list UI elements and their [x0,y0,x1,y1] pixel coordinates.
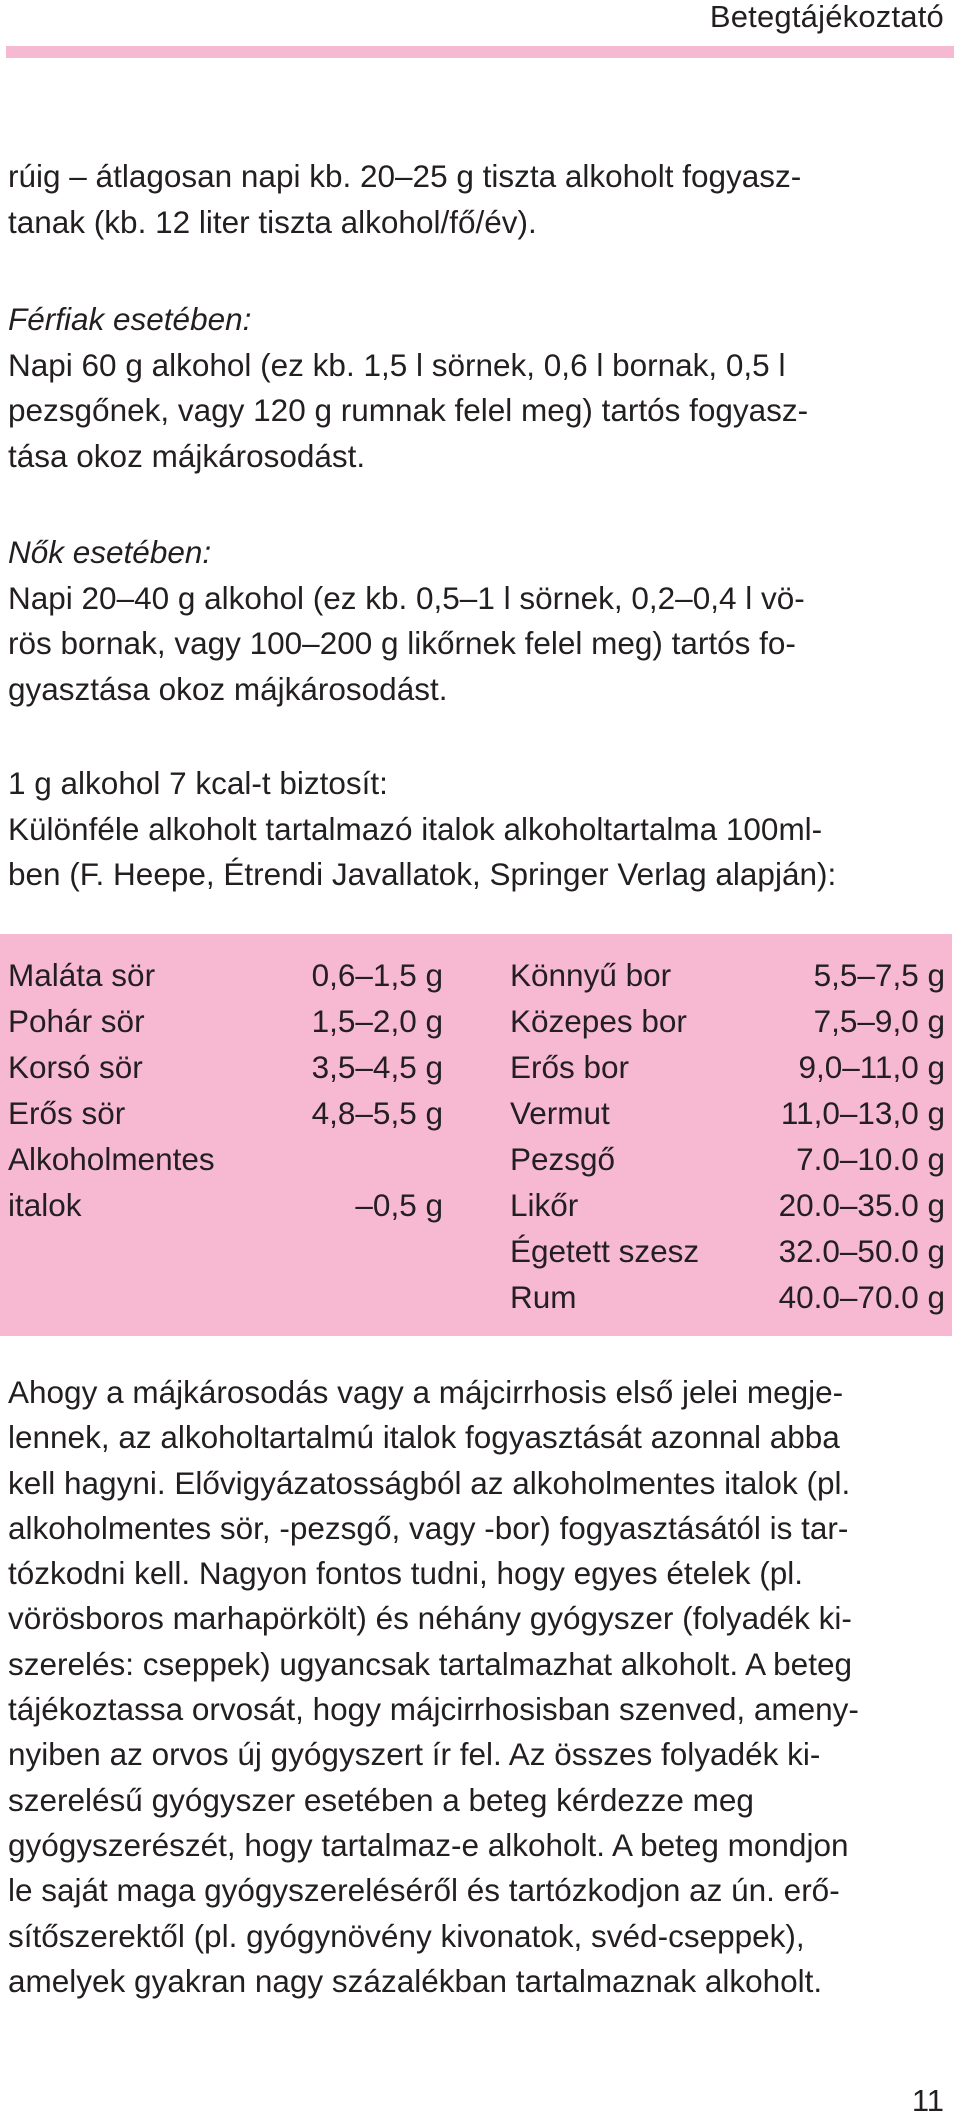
text-line: nyiben az orvos új gyógyszert ír fel. Az összes folyadék ki- [8,1736,821,1773]
men-heading: Férfiak esetében: [8,301,252,337]
table-row [510,1090,945,1136]
table-row [510,952,945,998]
text-line: Ahogy a májkárosodás vagy a májcirrhosis első jelei megje- [8,1374,844,1410]
table-row [510,1182,945,1228]
text-line: gyógyszerészét, hogy tartalmaz-e alkoholt. A beteg mondjon [8,1826,849,1863]
text-line: szerelésű gyógyszer esetében a beteg kérdezze meg [8,1781,754,1818]
text-line: le saját maga gyógyszereléséről és tartózkodjon az ún. erő- [8,1872,840,1909]
table-row [8,1136,443,1182]
intro-paragraph [8,154,946,245]
drink-name: italok [8,1187,82,1223]
drink-value: 40.0–70.0 g [778,1279,945,1315]
drink-name: Vermut [510,1095,610,1131]
drink-value: 11,0–13,0 g [780,1095,945,1131]
drink-value: 5,5–7,5 g [813,957,945,993]
text-line: 1 g alkohol 7 kcal-t biztosít: [8,765,388,801]
table-row [510,1136,945,1182]
women-heading: Nők esetében: [8,534,212,570]
table-row [8,998,443,1044]
text-line: rúig – átlagosan napi kb. 20–25 g tiszta alkoholt fogyasz- [8,158,802,194]
page-number: 11 [911,2083,944,2118]
table-row [8,952,443,998]
drink-value: 1,5–2,0 g [311,1003,443,1039]
text-line: alkoholmentes sör, -pezsgő, vagy -bor) fogyasztásától is tar- [8,1509,849,1546]
drink-name: Rum [510,1279,577,1315]
women-paragraph [8,530,946,712]
table-row [510,998,945,1044]
drink-name: Likőr [510,1187,579,1223]
closing-paragraph [8,1370,946,2004]
text-line: amelyek gyakran nagy százalékban tartalmaznak alkoholt. [8,1962,823,1999]
text-line: ben (F. Heepe, Étrendi Javallatok, Springer Verlag alapján): [8,856,837,892]
text-line: tájékoztassa orvosát, hogy májcirrhosisban szenved, ameny- [8,1691,859,1728]
text-line: Napi 60 g alkohol (ez kb. 1,5 l sörnek, 0,6 l bornak, 0,5 l [8,346,786,383]
drink-value: 20.0–35.0 g [778,1187,945,1223]
drink-name: Könnyű bor [510,957,672,993]
drink-name: Erős bor [510,1049,630,1085]
drink-value: 0,6–1,5 g [311,957,443,993]
drink-name: Pohár sör [8,1003,145,1039]
drink-value: 4,8–5,5 g [311,1095,443,1131]
alcohol-content-table [0,934,952,1336]
men-paragraph [8,297,946,479]
drink-name: Maláta sör [8,957,156,993]
drink-value: 3,5–4,5 g [311,1049,443,1085]
header-rule [6,46,954,58]
drink-name: Közepes bor [510,1003,687,1039]
drink-value: –0,5 g [355,1187,443,1223]
text-line: sítőszerektől (pl. gyógynövény kivonatok, svéd-cseppek), [8,1917,805,1954]
drink-value: 9,0–11,0 g [798,1049,945,1085]
drink-value: 7,5–9,0 g [813,1003,945,1039]
table-left-column [8,952,443,1228]
text-line: pezsgőnek, vagy 120 g rumnak felel meg) tartós fogyasz- [8,392,809,428]
table-row [510,1274,945,1320]
text-line: lennek, az alkoholtartalmú italok fogyasztását azonnal abba [8,1419,840,1456]
table-row [510,1228,945,1274]
text-line: rös bornak, vagy 100–200 g likőrnek felel meg) tartós fo- [8,625,796,661]
table-row [8,1090,443,1136]
drink-value: 32.0–50.0 g [778,1233,945,1269]
drink-name: Erős sör [8,1095,126,1131]
text-line: tása okoz májkárosodást. [8,437,366,474]
table-row [510,1044,945,1090]
text-line: kell hagyni. Elővigyázatosságból az alkoholmentes italok (pl. [8,1464,851,1501]
table-row [8,1044,443,1090]
table-right-column [510,952,945,1320]
drink-value: 7.0–10.0 g [796,1141,945,1177]
text-line: gyasztása okoz májkárosodást. [8,670,448,707]
text-line: tanak (kb. 12 liter tiszta alkohol/fő/év). [8,203,537,240]
table-row [8,1182,443,1228]
drink-name: Korsó sör [8,1049,143,1085]
text-line: tózkodni kell. Nagyon fontos tudni, hogy egyes ételek (pl. [8,1555,803,1592]
kcal-paragraph [8,761,946,898]
drink-name: Pezsgő [510,1141,616,1177]
drink-name: Égetett szesz [510,1233,700,1269]
drink-name: Alkoholmentes [8,1141,215,1177]
text-line: szerelés: cseppek) ugyancsak tartalmazhat alkoholt. A beteg [8,1645,852,1682]
header-title: Betegtájékoztató [709,0,944,34]
text-line: vörösboros marhapörkölt) és néhány gyógyszer (folyadék ki- [8,1600,852,1637]
text-line: Napi 20–40 g alkohol (ez kb. 0,5–1 l sörnek, 0,2–0,4 l vö- [8,579,805,616]
text-line: Különféle alkoholt tartalmazó italok alkoholtartalma 100ml- [8,810,823,847]
